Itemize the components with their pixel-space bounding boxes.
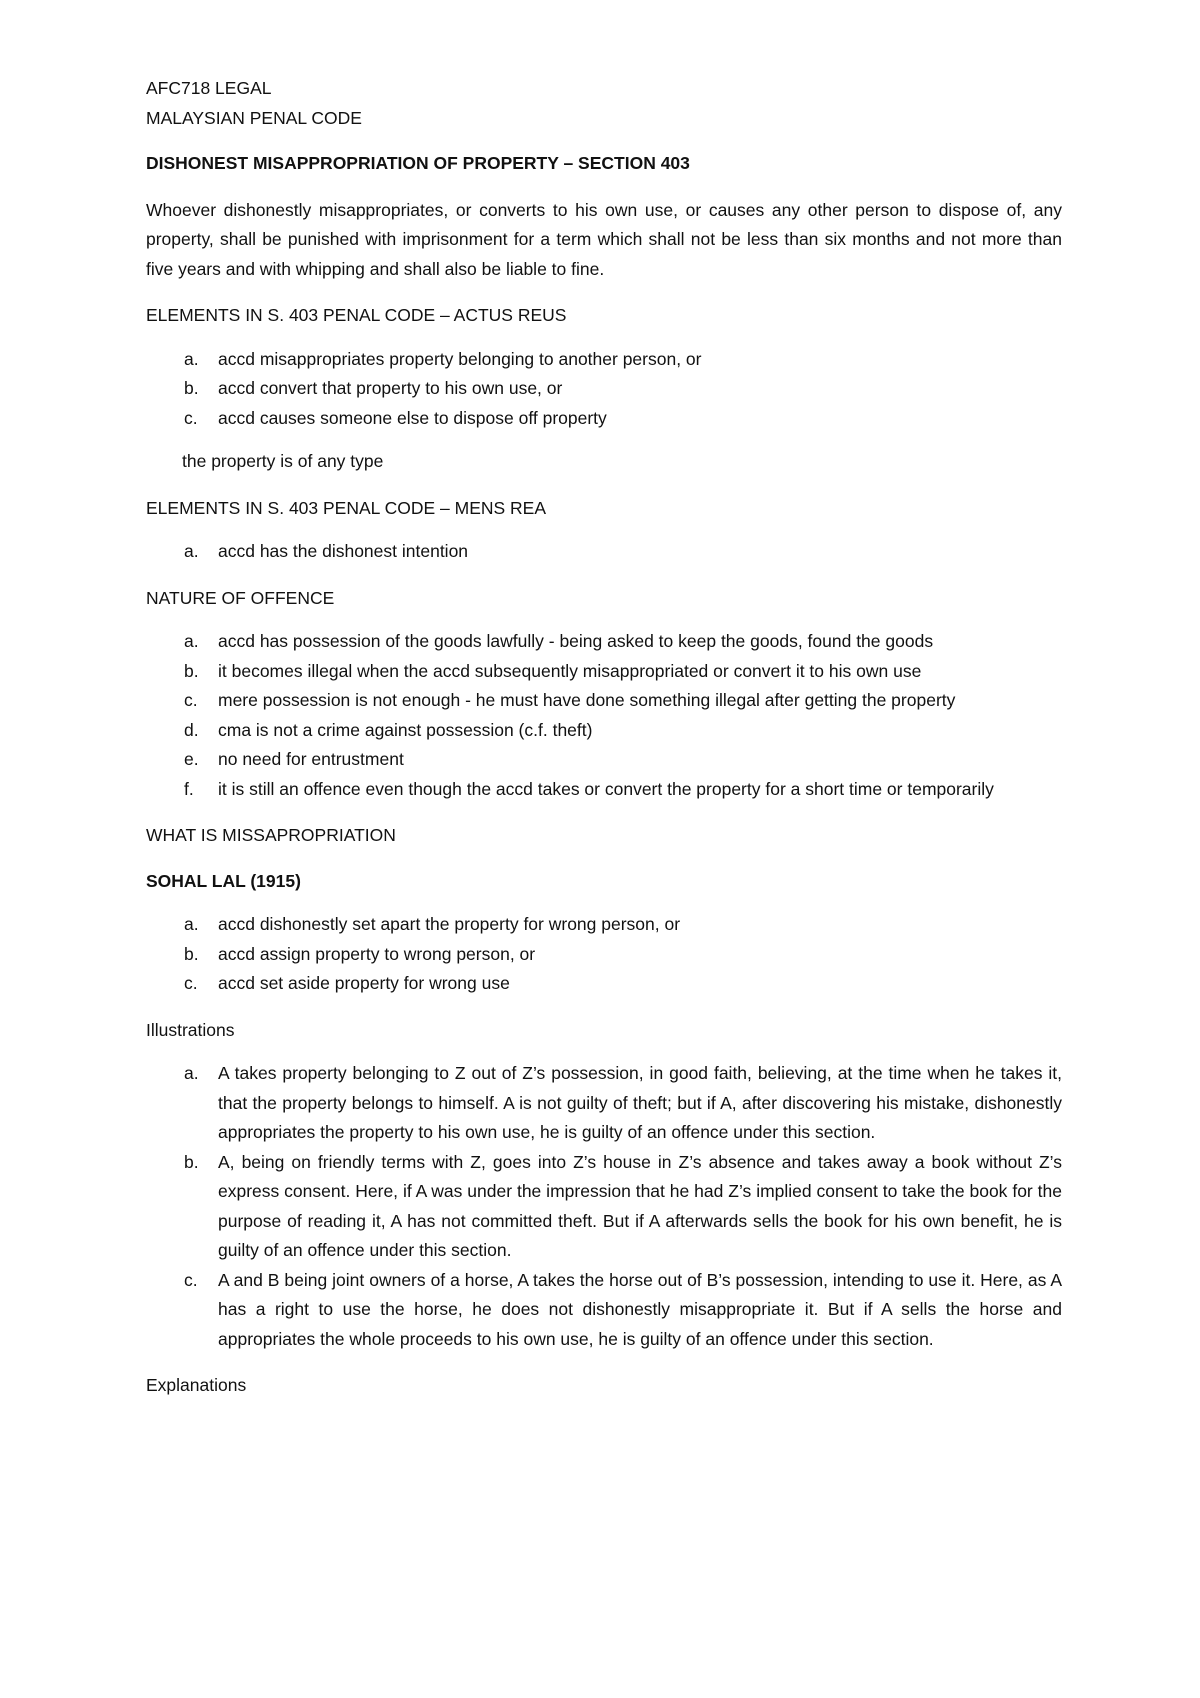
case-name: SOHAL LAL (1915) [146,870,301,891]
list-item: a. accd misappropriates property belonging to another person, or [184,348,702,369]
nature-heading: NATURE OF OFFENCE [146,587,335,608]
actus-reus-heading: ELEMENTS IN S. 403 PENAL CODE – ACTUS REUS [146,305,567,325]
list-item: a. accd dishonestly set apart the property for wrong person, or [184,914,681,934]
subject-title: MALAYSIAN PENAL CODE [146,107,362,128]
intro-paragraph: Whoever dishonestly misappropriates, or converts to his own use, or causes any other person to dispose of, any property, shall be punished with imprisonment for a term which shall not be less than six months and not more than five years and with whipping and shall also be liable to fine. [146,199,1062,279]
list-item: b. accd assign property to wrong person, or [184,943,536,964]
list-item: a. A takes property belonging to Z out of Z’s possession, in good faith, believing, at the time when he takes it, that the property belongs to himself. A is not guilty of theft; but if A, after discovering his mistake, dishonestly appropriates the property to his own use, he is guilty of an offence under this section. [184,1063,1062,1142]
mens-rea-list [146,537,1062,567]
nature-list [146,627,1062,804]
list-item: d. cma is not a crime against possession (c.f. theft) [184,719,593,740]
list-item: e. no need for entrustment [184,749,404,769]
list-item: f. it is still an offence even though the accd takes or convert the property for a short time or temporarily [184,778,994,799]
list-item: b. it becomes illegal when the accd subsequently misappropriated or convert it to his own use [184,660,922,681]
list-item: a. accd has possession of the goods lawfully - being asked to keep the goods, found the goods [184,631,934,651]
explanations-heading: Explanations [146,1375,247,1395]
list-item: c. mere possession is not enough - he must have done something illegal after getting the property [184,690,956,710]
illustrations-heading: Illustrations [146,1019,235,1040]
misappropriation-list [146,910,1062,999]
actus-reus-list [146,345,1062,434]
document-title: DISHONEST MISAPPROPRIATION OF PROPERTY – SECTION 403 [146,153,690,173]
list-item: b. A, being on friendly terms with Z, goes into Z’s house in Z’s absence and takes away a book without Z’s express consent. Here, if A was under the impression that he had Z’s implied consent to take the book for the purpose of reading it, A has not committed theft. But if A afterwards sells the book for his own benefit, he is guilty of an offence under this section. [184,1151,1062,1260]
list-item: b. accd convert that property to his own use, or [184,378,563,398]
list-item: c. accd set aside property for wrong use [184,973,510,993]
list-item: c. A and B being joint owners of a horse, A takes the horse out of B’s possession, intending to use it. Here, as A has a right to use the horse, he does not dishonestly misappropriate it. But if A sells the horse and appropriates the whole proceeds to his own use, he is guilty of an offence under this section. [184,1269,1062,1349]
property-type-note: the property is of any type [182,451,384,471]
document-page [146,74,1062,1401]
list-item: c. accd causes someone else to dispose off property [184,407,607,428]
course-code: AFC718 LEGAL [146,78,272,98]
mens-rea-heading: ELEMENTS IN S. 403 PENAL CODE – MENS REA [146,497,547,518]
list-item: a. accd has the dishonest intention [184,541,469,561]
misappropriation-heading: WHAT IS MISSAPROPRIATION [146,825,396,845]
illustrations-list [146,1059,1062,1354]
